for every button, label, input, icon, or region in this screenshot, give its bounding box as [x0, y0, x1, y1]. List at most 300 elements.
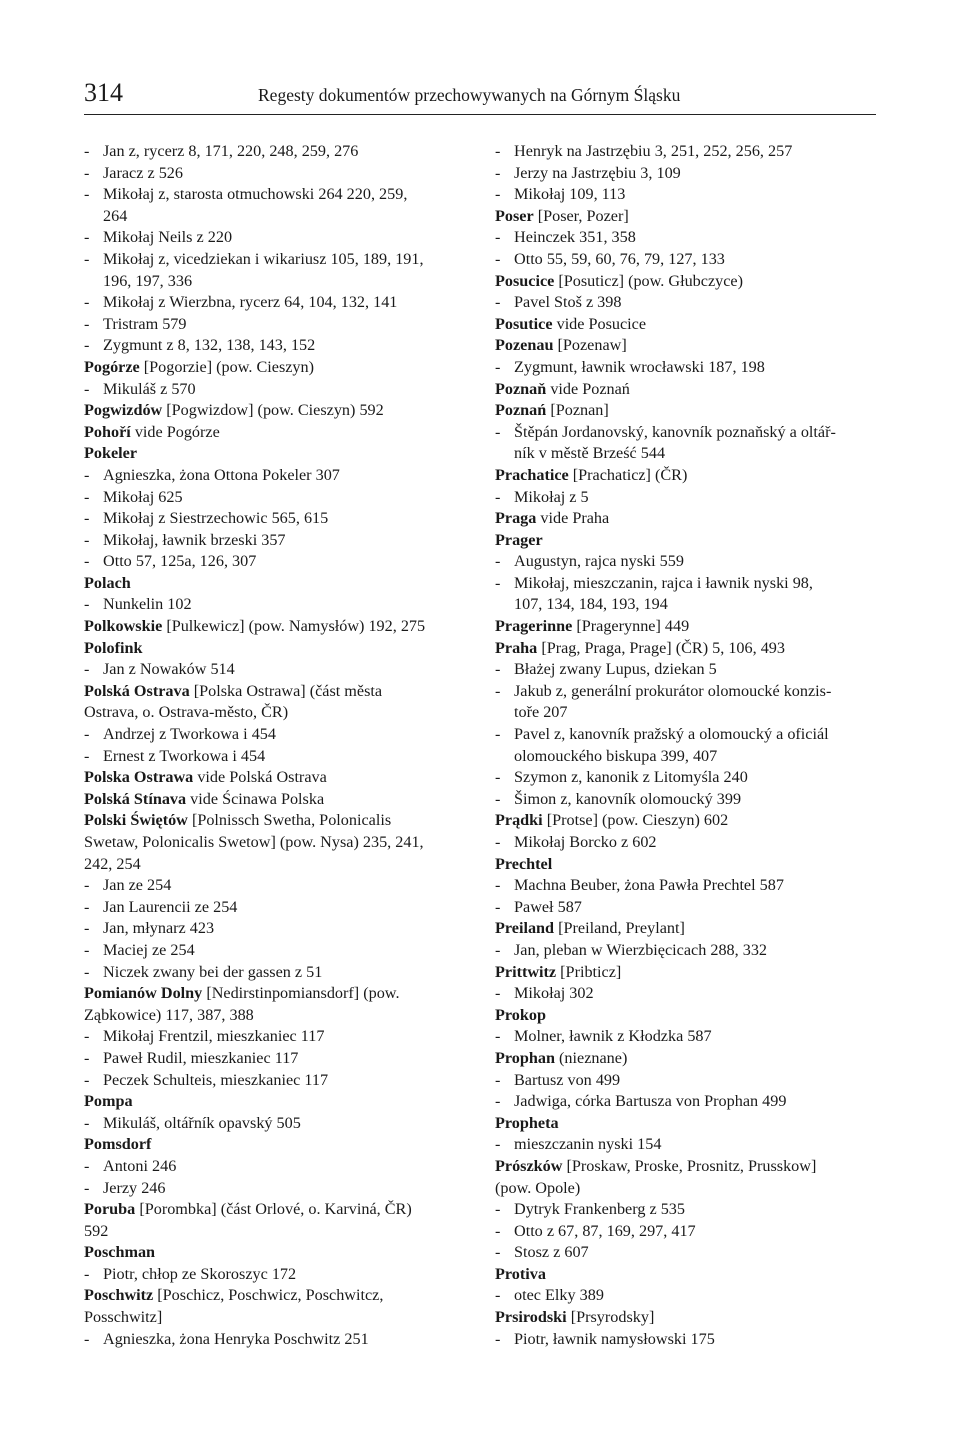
- dash-marker: -: [495, 357, 501, 376]
- subentry-text: Jaracz z 526: [103, 163, 183, 182]
- dash-marker: -: [84, 142, 90, 160]
- dash-marker: -: [84, 314, 90, 333]
- subentry-text: Maciej ze 254: [103, 940, 195, 959]
- index-subentry: [495, 292, 880, 314]
- index-entry: [495, 206, 880, 228]
- entry-headword: Posutice: [495, 314, 553, 333]
- index-entry: [495, 314, 880, 336]
- index-subentry: [84, 1048, 462, 1070]
- dash-marker: -: [84, 595, 90, 614]
- dash-marker: -: [495, 422, 501, 441]
- header-rule: [84, 114, 876, 115]
- subentry-text: Jan z Nowaków 514: [103, 660, 235, 679]
- dash-marker: -: [84, 1027, 90, 1046]
- dash-marker: -: [495, 897, 501, 916]
- entry-headword: Polach: [84, 573, 131, 592]
- dash-marker: -: [84, 1178, 90, 1197]
- index-entry: [495, 616, 880, 638]
- index-subentry: [495, 1070, 880, 1092]
- subentry-continuation: olomouckého biskupa 399, 407: [514, 746, 718, 765]
- dash-marker: -: [84, 509, 90, 528]
- index-subentry: [84, 184, 462, 206]
- dash-marker: -: [495, 1027, 501, 1046]
- entry-details: [Pulkewicz] (pow. Namysłów) 192, 275: [162, 617, 426, 636]
- index-subentry: [495, 659, 880, 681]
- dash-marker: -: [84, 185, 90, 204]
- entry-headword: Poser: [495, 206, 534, 225]
- subentry-text: Dytryk Frankenberg z 535: [514, 1200, 685, 1219]
- index-entry: [84, 810, 462, 832]
- entry-details: vide Poznań: [546, 379, 630, 398]
- entry-details: vide Pogórze: [130, 422, 220, 441]
- subentry-text: Pavel z, kanovník pražský a olomoucký a oficiál: [514, 725, 829, 744]
- entry-headword: Praga: [495, 509, 537, 528]
- index-subentry: [84, 508, 462, 530]
- dash-marker: -: [495, 789, 501, 808]
- subentry-text: Zygmunt, ławnik wrocławski 187, 198: [514, 357, 765, 376]
- entry-continuation: Swetaw, Polonicalis Swetow] (pow. Nysa) 235, 241,: [84, 833, 424, 851]
- subentry-text: Jan, młynarz 423: [103, 919, 215, 938]
- entry-details: [Pogorzie] (pow. Cieszyn): [139, 357, 315, 376]
- index-entry: [495, 1113, 880, 1135]
- dash-marker: -: [495, 1092, 501, 1111]
- index-subentry: [495, 681, 880, 703]
- entry-headword: Polkowskie: [84, 617, 163, 636]
- subentry-text: Pavel Stoš z 398: [514, 293, 622, 312]
- subentry-text: Mikuláš z 570: [103, 379, 196, 398]
- index-subentry: [84, 1070, 462, 1092]
- index-subentry: [84, 962, 462, 984]
- subentry-text: Machna Beuber, żona Pawła Prechtel 587: [514, 876, 784, 895]
- subentry-text: Jan Laurencii ze 254: [103, 897, 238, 916]
- dash-marker: -: [84, 228, 90, 247]
- entry-continuation: 242, 254: [84, 854, 141, 873]
- dash-marker: -: [495, 940, 501, 959]
- entry-headword: Prager: [495, 530, 543, 549]
- index-entry: [84, 1242, 462, 1264]
- dash-marker: -: [84, 487, 90, 506]
- entry-details: vide Polská Ostrava: [193, 768, 327, 787]
- index-subentry: [495, 227, 880, 249]
- dash-marker: -: [495, 228, 501, 247]
- subentry-continuation: 196, 197, 336: [103, 271, 193, 290]
- dash-marker: -: [84, 940, 90, 959]
- dash-marker: -: [84, 465, 90, 484]
- entry-details: [Posuticz] (pow. Głubczyce): [554, 271, 743, 290]
- entry-headword: Pozenau: [495, 336, 554, 355]
- index-entry: [84, 357, 462, 379]
- index-entry: [84, 1285, 462, 1307]
- subentry-text: Molner, ławnik z Kłodzka 587: [514, 1027, 712, 1046]
- dash-marker: -: [84, 660, 90, 679]
- index-entry: [495, 962, 880, 984]
- dash-marker: -: [495, 1070, 501, 1089]
- index-subentry: [84, 487, 462, 509]
- dash-marker: -: [84, 163, 90, 182]
- subentry-text: Mikuláš, oltářník opavský 505: [103, 1113, 301, 1132]
- dash-marker: -: [495, 876, 501, 895]
- dash-marker: -: [84, 293, 90, 312]
- index-subentry: [84, 141, 462, 163]
- index-subentry: [495, 767, 880, 789]
- index-entry: [495, 530, 880, 552]
- dash-marker: -: [84, 552, 90, 571]
- dash-marker: -: [84, 336, 90, 355]
- dash-marker: -: [495, 249, 501, 268]
- dash-marker: -: [495, 293, 501, 312]
- dash-marker: -: [495, 1286, 501, 1305]
- index-subentry: [495, 1134, 880, 1156]
- subentry-text: Augustyn, rajca nyski 559: [514, 552, 684, 571]
- subentry-text: Peczek Schulteis, mieszkaniec 117: [103, 1070, 329, 1089]
- dash-marker: -: [495, 487, 501, 506]
- entry-details: [Poser, Pozer]: [533, 206, 629, 225]
- index-entry: [495, 854, 880, 876]
- entry-headword: Pogwizdów: [84, 401, 163, 420]
- entry-details: [Poznan]: [546, 401, 609, 420]
- entry-continuation: Ostrava, o. Ostrava-město, ČR): [84, 703, 289, 722]
- subentry-text: Otto 55, 59, 60, 76, 79, 127, 133: [514, 249, 725, 268]
- dash-marker: -: [84, 1113, 90, 1132]
- subentry-text: Heinczek 351, 358: [514, 228, 636, 247]
- subentry-text: Jan, pleban w Wierzbięcicach 288, 332: [514, 940, 768, 959]
- index-subentry: [84, 724, 462, 746]
- index-subentry: [84, 940, 462, 962]
- dash-marker: -: [84, 530, 90, 549]
- index-subentry: [495, 1285, 880, 1307]
- index-subentry: [84, 1329, 462, 1351]
- entry-details: [Preiland, Preylant]: [554, 919, 685, 938]
- index-entry: [84, 681, 462, 703]
- index-subentry: [84, 249, 462, 271]
- subentry-text: Mikołaj 302: [514, 984, 594, 1003]
- subentry-continuation: 264: [103, 206, 128, 225]
- index-subentry: [84, 659, 462, 681]
- index-subentry: [84, 594, 462, 616]
- index-subentry: [84, 530, 462, 552]
- subentry-text: Mikołaj Neils z 220: [103, 228, 233, 247]
- index-subentry: [495, 1026, 880, 1048]
- index-entry: [495, 271, 880, 293]
- subentry-text: Otto z 67, 87, 169, 297, 417: [514, 1221, 696, 1240]
- subentry-text: Mikołaj, mieszczanin, rajca i ławnik nyski 98,: [514, 573, 813, 592]
- index-subentry: [495, 1329, 880, 1351]
- subentry-text: Otto 57, 125a, 126, 307: [103, 552, 257, 571]
- entry-headword: Prophan: [495, 1048, 555, 1067]
- index-subentry: [84, 163, 462, 185]
- index-subentry: [495, 1221, 880, 1243]
- dash-marker: -: [495, 833, 501, 851]
- index-subentry: [84, 875, 462, 897]
- dash-marker: -: [495, 163, 501, 182]
- subentry-text: Jerzy na Jastrzębiu 3, 109: [514, 163, 681, 182]
- subentry-text: Mikołaj z Wierzbna, rycerz 64, 104, 132, 141: [103, 293, 398, 312]
- entry-details: vide Posucice: [552, 314, 647, 333]
- index-entry: [495, 638, 880, 660]
- index-entry: [84, 616, 462, 638]
- index-subentry: [495, 832, 880, 854]
- subentry-continuation: ník v městě Brześć 544: [514, 444, 666, 463]
- entry-headword: Prądki: [495, 811, 543, 830]
- dash-marker: -: [495, 552, 501, 571]
- dash-marker: -: [84, 919, 90, 938]
- entry-headword: Poruba: [84, 1200, 136, 1219]
- entry-headword: Prachatice: [495, 465, 569, 484]
- dash-marker: -: [84, 725, 90, 744]
- index-subentry: [495, 249, 880, 271]
- dash-marker: -: [495, 984, 501, 1003]
- index-subentry: [84, 897, 462, 919]
- subentry-text: Mikołaj 109, 113: [514, 185, 626, 204]
- entry-details: vide Praha: [536, 509, 610, 528]
- index-subentry: [84, 465, 462, 487]
- subentry-text: Mikołaj Frentzil, mieszkaniec 117: [103, 1027, 325, 1046]
- entry-details: [Nedirstinpomiansdorf] (pow.: [202, 984, 400, 1003]
- index-entry: [84, 400, 462, 422]
- page-number: 314: [84, 78, 123, 107]
- subentry-continuation: toře 207: [514, 703, 568, 722]
- index-subentry: [495, 724, 880, 746]
- index-entry: [495, 508, 880, 530]
- index-entry: [495, 1307, 880, 1329]
- dash-marker: -: [84, 379, 90, 398]
- index-entry: [84, 1199, 462, 1221]
- entry-headword: Prechtel: [495, 854, 553, 873]
- entry-headword: Polská Ostrava: [84, 681, 190, 700]
- index-entry: [495, 400, 880, 422]
- index-subentry: [495, 897, 880, 919]
- index-entry: [84, 422, 462, 444]
- index-subentry: [495, 141, 880, 163]
- entry-headword: Prószków: [495, 1156, 563, 1175]
- entry-headword: Prittwitz: [495, 962, 557, 981]
- dash-marker: -: [495, 1329, 501, 1348]
- subentry-text: Mikołaj Borcko z 602: [514, 833, 657, 851]
- subentry-text: Jan ze 254: [103, 876, 172, 895]
- subentry-text: Andrzej z Tworkowa i 454: [103, 725, 276, 744]
- index-entry: [84, 983, 462, 1005]
- index-subentry: [84, 1178, 462, 1200]
- index-subentry: [495, 357, 880, 379]
- entry-headword: Polska Ostrawa: [84, 768, 194, 787]
- subentry-text: Šimon z, kanovník olomoucký 399: [514, 789, 742, 808]
- index-subentry: [495, 1091, 880, 1113]
- index-subentry: [495, 940, 880, 962]
- entry-headword: Protiva: [495, 1264, 546, 1283]
- subentry-text: Mikołaj z, starosta otmuchowski 264 220, 259,: [103, 185, 408, 204]
- index-entry: [84, 638, 462, 660]
- entry-headword: Polski Świętów: [84, 811, 188, 830]
- entry-details: [Prachaticz] (ČR): [568, 465, 688, 484]
- index-entry: [84, 767, 462, 789]
- subentry-text: Jan z, rycerz 8, 171, 220, 248, 259, 276: [103, 142, 359, 160]
- dash-marker: -: [84, 1070, 90, 1089]
- index-subentry: [495, 983, 880, 1005]
- entry-headword: Pomsdorf: [84, 1135, 152, 1154]
- index-subentry: [495, 551, 880, 573]
- subentry-text: Mikołaj z Siestrzechowic 565, 615: [103, 509, 329, 528]
- dash-marker: -: [84, 876, 90, 895]
- dash-marker: -: [495, 768, 501, 787]
- subentry-text: Jerzy 246: [103, 1178, 166, 1197]
- dash-marker: -: [495, 573, 501, 592]
- index-entry: [84, 443, 462, 465]
- entry-headword: Pragerinne: [495, 617, 573, 636]
- entry-headword: Pompa: [84, 1092, 133, 1111]
- index-subentry: [84, 746, 462, 768]
- index-subentry: [495, 1242, 880, 1264]
- entry-details: [Protse] (pow. Cieszyn) 602: [542, 811, 729, 830]
- index-subentry: [84, 1156, 462, 1178]
- index-subentry: [84, 379, 462, 401]
- entry-details: [Prsyrodsky]: [566, 1308, 655, 1327]
- entry-details: [Poschicz, Poschwicz, Poschwitcz,: [153, 1286, 384, 1305]
- index-entry: [495, 465, 880, 487]
- entry-headword: Pohoří: [84, 422, 131, 441]
- index-subentry: [495, 163, 880, 185]
- index-subentry: [495, 487, 880, 509]
- index-subentry: [84, 918, 462, 940]
- index-subentry: [84, 335, 462, 357]
- dash-marker: -: [84, 249, 90, 268]
- entry-headword: Poznań: [495, 401, 547, 420]
- index-subentry: [495, 422, 880, 444]
- subentry-text: Mikołaj 625: [103, 487, 183, 506]
- subentry-text: Niczek zwany bei der gassen z 51: [103, 962, 323, 981]
- index-subentry: [84, 1264, 462, 1286]
- index-subentry: [495, 573, 880, 595]
- entry-details: [Pribticz]: [556, 962, 622, 981]
- right-column: [495, 141, 880, 1350]
- subentry-text: Szymon z, kanonik z Litomyśla 240: [514, 768, 748, 787]
- subentry-text: Antoni 246: [103, 1156, 177, 1175]
- index-subentry: [84, 1026, 462, 1048]
- subentry-text: Stosz z 607: [514, 1243, 589, 1262]
- entry-details: [Proskaw, Proske, Prosnitz, Prusskow]: [562, 1156, 817, 1175]
- entry-details: [Pragerynne] 449: [572, 617, 690, 636]
- entry-details: vide Ścinawa Polska: [186, 789, 325, 808]
- entry-details: (nieznane): [554, 1048, 628, 1067]
- subentry-text: Ernest z Tworkowa i 454: [103, 746, 266, 765]
- subentry-text: Piotr, chłop ze Skoroszyc 172: [103, 1264, 297, 1283]
- subentry-text: Mikołaj z 5: [514, 487, 589, 506]
- subentry-text: Jakub z, generální prokurátor olomoucké konzis-: [514, 681, 832, 700]
- index-entry: [84, 1134, 462, 1156]
- dash-marker: -: [84, 1156, 90, 1175]
- entry-continuation: Posschwitz]: [84, 1308, 163, 1327]
- subentry-text: Jadwiga, córka Bartusza von Prophan 499: [514, 1092, 787, 1111]
- index-entry: [495, 1048, 880, 1070]
- dash-marker: -: [495, 1200, 501, 1219]
- subentry-text: Zygmunt z 8, 132, 138, 143, 152: [103, 336, 316, 355]
- entry-headword: Propheta: [495, 1113, 559, 1132]
- subentry-continuation: 107, 134, 184, 193, 194: [514, 595, 668, 614]
- entry-details: [Pogwizdow] (pow. Cieszyn) 592: [162, 401, 384, 420]
- index-subentry: [495, 1199, 880, 1221]
- entry-details: [Polska Ostrawa] (část města: [189, 681, 383, 700]
- entry-headword: Posucice: [495, 271, 555, 290]
- entry-headword: Prsirodski: [495, 1308, 567, 1327]
- index-subentry: [84, 314, 462, 336]
- subentry-text: Nunkelin 102: [103, 595, 192, 614]
- index-subentry: [84, 292, 462, 314]
- index-entry: [495, 810, 880, 832]
- index-entry: [495, 1005, 880, 1027]
- index-entry: [495, 1156, 880, 1178]
- index-entry: [84, 1091, 462, 1113]
- dash-marker: -: [495, 142, 501, 160]
- entry-continuation: 592: [84, 1221, 109, 1240]
- index-entry: [495, 335, 880, 357]
- dash-marker: -: [84, 962, 90, 981]
- index-subentry: [84, 227, 462, 249]
- dash-marker: -: [495, 681, 501, 700]
- index-entry: [495, 379, 880, 401]
- entry-headword: Polofink: [84, 638, 143, 657]
- subentry-text: Paweł 587: [514, 897, 582, 916]
- entry-headword: Poznaň: [495, 379, 547, 398]
- entry-headword: Prokop: [495, 1005, 546, 1024]
- left-column: [84, 141, 462, 1350]
- dash-marker: -: [495, 1221, 501, 1240]
- entry-continuation: (pow. Opole): [495, 1178, 581, 1197]
- subentry-text: Štěpán Jordanovský, kanovník poznaňský a oltář-: [514, 422, 836, 441]
- entry-continuation: Ząbkowice) 117, 387, 388: [84, 1005, 254, 1024]
- entry-headword: Pogórze: [84, 357, 140, 376]
- index-subentry: [84, 551, 462, 573]
- index-subentry: [84, 1113, 462, 1135]
- index-entry: [84, 573, 462, 595]
- subentry-text: Błażej zwany Lupus, dziekan 5: [514, 660, 717, 679]
- dash-marker: -: [84, 1048, 90, 1067]
- dash-marker: -: [495, 725, 501, 744]
- subentry-text: Agnieszka, żona Ottona Pokeler 307: [103, 465, 340, 484]
- entry-details: [Prag, Praga, Prage] (ČR) 5, 106, 493: [537, 638, 785, 657]
- entry-headword: Preiland: [495, 919, 555, 938]
- entry-headword: Pomianów Dolny: [84, 984, 203, 1003]
- subentry-text: Tristram 579: [103, 314, 187, 333]
- entry-headword: Polská Stínava: [84, 789, 187, 808]
- subentry-text: Mikołaj, ławnik brzeski 357: [103, 530, 286, 549]
- dash-marker: -: [495, 1243, 501, 1262]
- subentry-text: Agnieszka, żona Henryka Poschwitz 251: [103, 1329, 369, 1348]
- entry-headword: Poschman: [84, 1243, 156, 1262]
- index-subentry: [495, 789, 880, 811]
- dash-marker: -: [84, 746, 90, 765]
- subentry-text: otec Elky 389: [514, 1286, 604, 1305]
- subentry-text: Mikołaj z, vicedziekan i wikariusz 105, 189, 191,: [103, 249, 424, 268]
- subentry-text: mieszczanin nyski 154: [514, 1135, 662, 1154]
- dash-marker: -: [495, 185, 501, 204]
- entry-details: [Pozenaw]: [553, 336, 627, 355]
- subentry-text: Piotr, ławnik namysłowski 175: [514, 1329, 715, 1348]
- index-entry: [84, 789, 462, 811]
- entry-details: [Porombka] (část Orlové, o. Karviná, ČR): [135, 1200, 412, 1219]
- index-subentry: [495, 184, 880, 206]
- dash-marker: -: [495, 660, 501, 679]
- index-subentry: [495, 875, 880, 897]
- entry-headword: Poschwitz: [84, 1286, 154, 1305]
- entry-headword: Pokeler: [84, 444, 138, 463]
- running-title: Regesty dokumentów przechowywanych na Górnym Śląsku: [258, 85, 681, 105]
- dash-marker: -: [84, 1329, 90, 1348]
- subentry-text: Bartusz von 499: [514, 1070, 621, 1089]
- entry-details: [Polnissch Swetha, Polonicalis: [187, 811, 392, 830]
- dash-marker: -: [84, 1264, 90, 1283]
- subentry-text: Paweł Rudil, mieszkaniec 117: [103, 1048, 299, 1067]
- entry-headword: Praha: [495, 638, 538, 657]
- dash-marker: -: [495, 1135, 501, 1154]
